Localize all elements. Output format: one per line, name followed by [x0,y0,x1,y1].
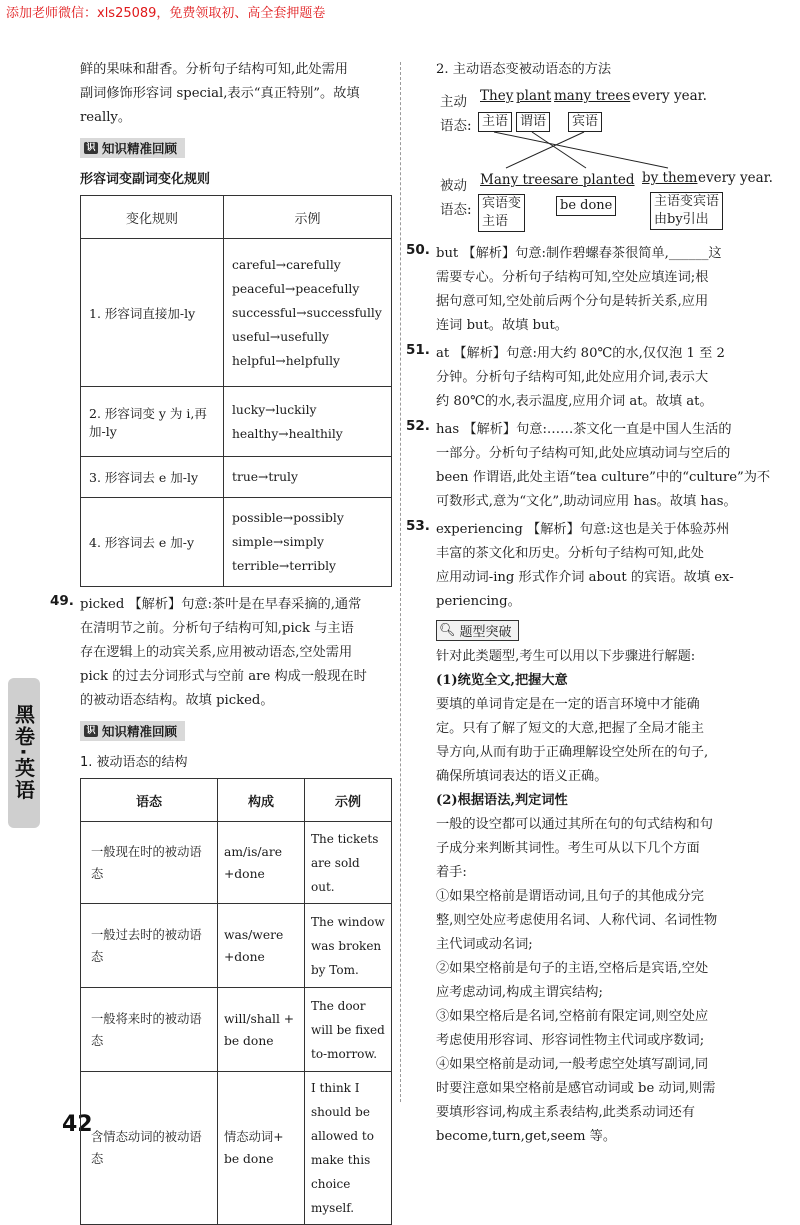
example-line: peaceful→peacefully [232,281,360,296]
item-number: 53. [406,518,430,534]
item-number: 51. [406,342,430,358]
example-line: careful→carefully [232,257,341,272]
passive-subject: Many trees [480,172,558,188]
example-cell: The window was broken by Tom. [305,904,392,988]
form-cell: will/shall + be done [218,988,305,1072]
section-subhead: 形容词变副词变化规则 [80,172,211,187]
example-line: lucky→luckily [232,402,317,417]
table-row [81,904,392,988]
badge-label: 知识精准回顾 [102,141,178,156]
method-line: 考虑使用形容词、形容词性物主代词或序数词; [436,1033,705,1048]
item-line: 连词 but。故填 but。 [436,318,568,333]
item-number: 50. [406,242,430,258]
book-icon: 识 [84,142,98,154]
key-icon: 🔍︎ [439,623,456,638]
answer-item-50 [406,242,778,338]
method-line: 要填形容词,构成主系表结构,此类系动词还有 [436,1105,695,1120]
table-row [81,1072,392,1225]
example-line: simple→simply [232,535,324,549]
table-header-row [81,779,392,822]
example-line: true→truly [232,470,298,484]
table-header-row [81,196,392,239]
item-line: at 【解析】句意:用大约 80℃的水,仅仅泡 1 至 2 [436,346,725,361]
passive-time: every year. [698,170,773,186]
item-line: picked 【解析】句意:茶叶是在早春采摘的,通常 [80,597,362,612]
table-header: 构成 [218,779,305,822]
item-line: periencing。 [436,594,521,609]
voice-conversion-diagram [436,86,778,236]
breakthrough-tag [436,620,519,641]
method-line: 主代词或动名词; [436,937,533,952]
item-line: experiencing 【解析】句意:这也是关于体验苏州 [436,522,730,537]
example-line: helpful→helpfully [232,353,340,368]
item-line: 存在逻辑上的动宾关系,应用被动语态,空处需用 [80,645,353,660]
method-line: ②如果空格前是句子的主语,空格后是宾语,空处 [436,961,709,976]
method-line: 导方向,从而有助于正确理解设空处所在的句子, [436,745,709,760]
box-line: 由by引出 [654,212,709,227]
page-number: 42 [62,1112,93,1137]
item-line: 丰富的茶文化和历史。分析句子结构可知,此处 [436,546,704,561]
method-line: become,turn,get,seem 等。 [436,1129,617,1144]
tag-label: 题型突破 [459,625,512,640]
column-divider [400,62,401,1102]
book-icon: 识 [84,725,98,737]
item-line: 应用动词-ing 形式作介词 about 的宾语。故填 ex- [436,570,734,585]
arrow-line [532,132,586,168]
rule-cell: 2. 形容词变 y 为 i,再加-ly [81,387,224,457]
item-line: has 【解析】句意:……茶文化一直是中国人生活的 [436,422,732,437]
item-line: 可数形式,意为“文化”,助动词应用 has。故填 has。 [436,494,737,509]
intro-line: 副词修饰形容词 special,表示“真正特别”。故填 [80,86,360,101]
form-cell: am/is/are +done [218,822,305,904]
example-line: successful→successfully [232,305,382,320]
adjective-adverb-table [80,195,392,587]
example-cell: The tickets are sold out. [305,822,392,904]
table-row [81,988,392,1072]
method-heading: (1)统览全文,把握大意 [436,673,568,688]
table-header: 示例 [224,196,392,239]
passive-label: 被动 [440,178,467,194]
example-cell: I think I should be allowed to make this choice myself. [305,1072,392,1225]
active-object: many trees [554,88,631,104]
method-line: 定。只有了解了短文的大意,把握了全局才能主 [436,721,704,736]
method-line: 应考虑动词,构成主谓宾结构; [436,985,603,1000]
object-to-subject-box [478,194,525,232]
arrow-line [494,132,668,168]
be-done-box: be done [556,196,616,216]
example-line: healthy→healthily [232,426,343,441]
example-line: possible→possibly [232,511,344,525]
box-line: 主语 [482,214,509,229]
item-line: 一部分。分析句子结构可知,此处应填动词与空后的 [436,446,731,461]
table-header: 示例 [305,779,392,822]
form-cell: 情态动词+ be done [218,1072,305,1225]
example-cell [224,387,392,457]
table-row [81,498,392,587]
box-line: 主语变宾语 [654,194,720,209]
item-number: 49. [50,593,74,609]
method-line: 确保所填词表达的语义正确。 [436,769,608,784]
example-cell [224,457,392,498]
example-cell: The door will be fixed to-morrow. [305,988,392,1072]
form-cell: was/were +done [218,904,305,988]
item-line: 约 80℃的水,表示温度,应用介词 at。故填 at。 [436,394,713,409]
item-line: but 【解析】句意:制作碧螺春茶很简单,______这 [436,246,722,261]
intro-line: really。 [80,110,132,125]
voice-cell: 一般现在时的被动语态 [81,822,218,904]
answer-item-53 [406,518,778,614]
intro-line: 鲜的果味和甜香。分析句子结构可知,此处需用 [80,62,348,77]
subject-to-object-box [650,192,723,230]
passive-by: by them [642,170,698,186]
method-line: ①如果空格前是谓语动词,且句子的其他成分完 [436,889,704,904]
example-line: useful→usefully [232,329,330,344]
item-line: been 作谓语,此处主语“tea culture”中的“culture”为不 [436,470,771,485]
passive-voice-table [80,778,392,1225]
side-tab-label: 黑卷·英语 [11,704,36,802]
box-line: 宾语变 [482,196,522,211]
active-label: 语态: [440,118,472,134]
active-label: 主动 [440,94,467,110]
method-line: 着手: [436,865,467,880]
example-cell [224,239,392,387]
voice-cell: 含情态动词的被动语态 [81,1072,218,1225]
voice-cell: 一般过去时的被动语态 [81,904,218,988]
item-line: 在清明节之前。分析句子结构可知,pick 与主语 [80,621,354,636]
method-line: 整,则空处应考虑使用名词、人称代词、名词性物 [436,913,718,928]
item-line: 需要专心。分析句子结构可知,空处应填连词;根 [436,270,709,285]
section-subhead: 1. 被动语态的结构 [80,755,188,770]
active-subject: They [480,88,514,104]
side-tab [8,678,40,828]
method-line: 时要注意如果空格前是感官动词或 be 动词,则需 [436,1081,716,1096]
predicate-box: 谓语 [516,112,550,132]
method-heading: (2)根据语法,判定词性 [436,793,568,808]
answer-item-52 [406,418,778,514]
subject-box: 主语 [478,112,512,132]
passive-verb: are planted [556,172,635,188]
active-verb: plant [516,88,552,104]
section-title: 2. 主动语态变被动语态的方法 [436,62,612,77]
rule-cell: 3. 形容词去 e 加-ly [81,457,224,498]
item-line: 分钟。分析句子结构可知,此处应用介词,表示大 [436,370,709,385]
right-column [406,58,778,1149]
item-line: 据句意可知,空处前后两个分句是转折关系,应用 [436,294,709,309]
passive-label: 语态: [440,202,472,218]
object-box: 宾语 [568,112,602,132]
knowledge-review-badge [80,138,185,158]
watermark-text: 添加老师微信：xls25089，免费领取初、高全套押题卷 [6,6,326,21]
table-row [81,822,392,904]
method-line: ④如果空格前是动词,一般考虑空处填写副词,同 [436,1057,709,1072]
table-row [81,457,392,498]
table-row [81,387,392,457]
item-line: 的被动语态结构。故填 picked。 [80,693,274,708]
knowledge-review-badge [80,721,185,741]
answer-item-49 [50,593,392,713]
method-line: 子成分来判断其词性。考生可从以下几个方面 [436,841,700,856]
method-line: 要填的单词肯定是在一定的语言环境中才能确 [436,697,700,712]
item-line: pick 的过去分词形式与空前 are 构成一般现在时 [80,669,367,684]
example-cell [224,498,392,587]
voice-cell: 一般将来时的被动语态 [81,988,218,1072]
method-line: 一般的设空都可以通过其所在句的句式结构和句 [436,817,713,832]
item-number: 52. [406,418,430,434]
active-time: every year. [632,88,707,104]
method-line: ③如果空格后是名词,空格前有限定词,则空处应 [436,1009,709,1024]
table-header: 变化规则 [81,196,224,239]
method-line: 针对此类题型,考生可以用以下步骤进行解题: [436,649,696,664]
rule-cell: 4. 形容词去 e 加-y [81,498,224,587]
badge-label: 知识精准回顾 [102,724,178,739]
example-line: terrible→terribly [232,559,336,573]
table-header: 语态 [81,779,218,822]
answer-item-51 [406,342,778,414]
rule-cell: 1. 形容词直接加-ly [81,239,224,387]
table-row [81,239,392,387]
